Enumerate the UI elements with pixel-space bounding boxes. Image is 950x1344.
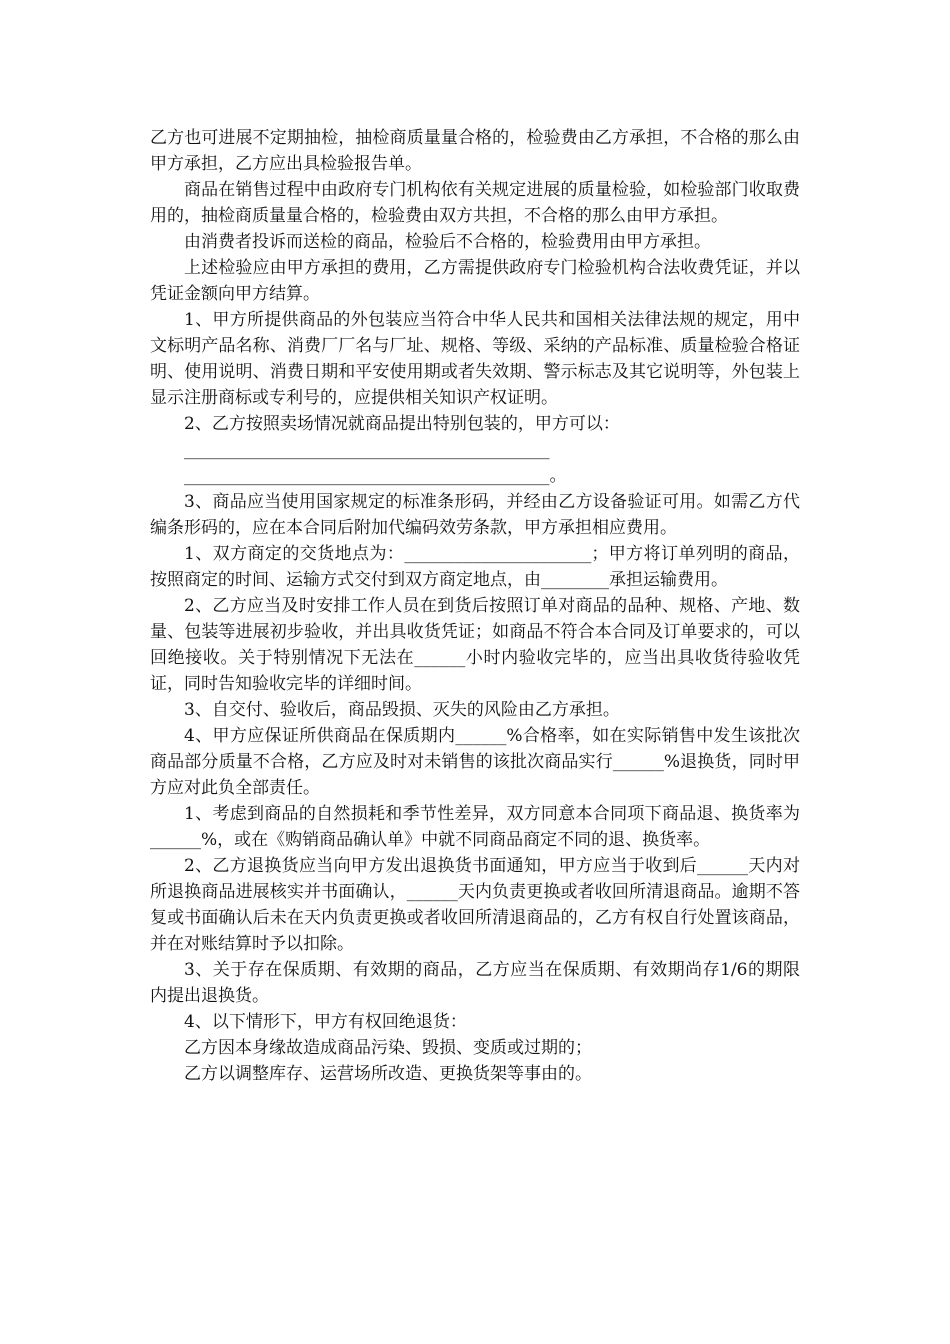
paragraph-inspection-fee-settlement: 上述检验应由甲方承担的费用，乙方需提供政府专门检验机构合法收费凭证，并以凭证金额向甲方结算。: [150, 258, 800, 304]
fill-in-blank-line-1: ___________________________________________: [184, 440, 550, 460]
paragraph-consumer-complaint: 由消费者投诉而送检的商品，检验后不合格的，检验费用由甲方承担。: [184, 232, 711, 252]
paragraph-acceptance-check: 2、乙方应当及时安排工作人员在到货后按照订单对商品的品种、规格、产地、数量、包装等进展初步验收，并出具收货凭证；如商品不符合本合同及订单要求的，可以回绝接收。关于特别情况下无法在______小时内验收完毕的，应当出具收货待验收凭证，同时告知验收完毕的详细时间。: [150, 596, 800, 694]
paragraph-risk-transfer: 3、自交付、验收后，商品毁损、灭失的风险由乙方承担。: [184, 700, 620, 720]
paragraph-refuse-return-case-2: 乙方以调整库存、运营场所改造、更换货架等事由的。: [184, 1064, 592, 1084]
paragraph-return-notice: 2、乙方退换货应当向甲方发出退换货书面通知，甲方应当于收到后______天内对所退换商品进展核实并书面确认，______天内负责更换或者收回所清退商品。逾期不答复或书面确认后未在天内负责更换或者收回所清退商品的，乙方有权自行处置该商品，并在对账结算时予以扣除。: [150, 856, 800, 954]
paragraph-delivery-location: 1、双方商定的交货地点为：______________________；甲方将订单列明的商品，按照商定的时间、运输方式交付到双方商定地点，由________承担运输费用。: [150, 544, 800, 590]
paragraph-refuse-return-heading: 4、以下情形下，甲方有权回绝退货：: [184, 1012, 467, 1032]
fill-in-blank-line-2: ___________________________________________。: [184, 466, 567, 486]
paragraph-return-rate: 1、考虑到商品的自然损耗和季节性差异，双方同意本合同项下商品退、换货率为______%，或在《购销商品确认单》中就不同商品商定不同的退、换货率。: [150, 804, 800, 850]
document-body: [150, 125, 800, 1087]
paragraph-government-inspection: 商品在销售过程中由政府专门机构依有关规定进展的质量检验，如检验部门收取费用的，抽检商质量量合格的，检验费由双方共担，不合格的那么由甲方承担。: [150, 180, 800, 226]
paragraph-shelf-life-return: 3、关于存在保质期、有效期的商品，乙方应当在保质期、有效期尚存1/6的期限内提出退换货。: [150, 960, 800, 1006]
paragraph-sampling-inspection: 乙方也可进展不定期抽检，抽检商质量量合格的，检验费由乙方承担，不合格的那么由甲方承担，乙方应出具检验报告单。: [150, 128, 800, 174]
paragraph-packaging-requirements: 1、甲方所提供商品的外包装应当符合中华人民共和国相关法律法规的规定，用中文标明产品名称、消费厂厂名与厂址、规格、等级、采纳的产品标准、质量检验合格证明、使用说明、消费日期和平安使用期或者失效期、警示标志及其它说明等，外包装上显示注册商标或专利号的，应提供相关知识产权证明。: [150, 310, 800, 408]
paragraph-special-packaging: 2、乙方按照卖场情况就商品提出特别包装的，甲方可以：: [184, 414, 620, 434]
paragraph-barcode: 3、商品应当使用国家规定的标准条形码，并经由乙方设备验证可用。如需乙方代编条形码的，应在本合同后附加代编码效劳条款，甲方承担相应费用。: [150, 492, 800, 538]
paragraph-refuse-return-case-1: 乙方因本身缘故造成商品污染、毁损、变质或过期的；: [184, 1038, 592, 1058]
paragraph-quality-guarantee: 4、甲方应保证所供商品在保质期内______%合格率，如在实际销售中发生该批次商品部分质量不合格，乙方应及时对未销售的该批次商品实行______%退换货，同时甲方应对此负全部责任。: [150, 726, 800, 798]
